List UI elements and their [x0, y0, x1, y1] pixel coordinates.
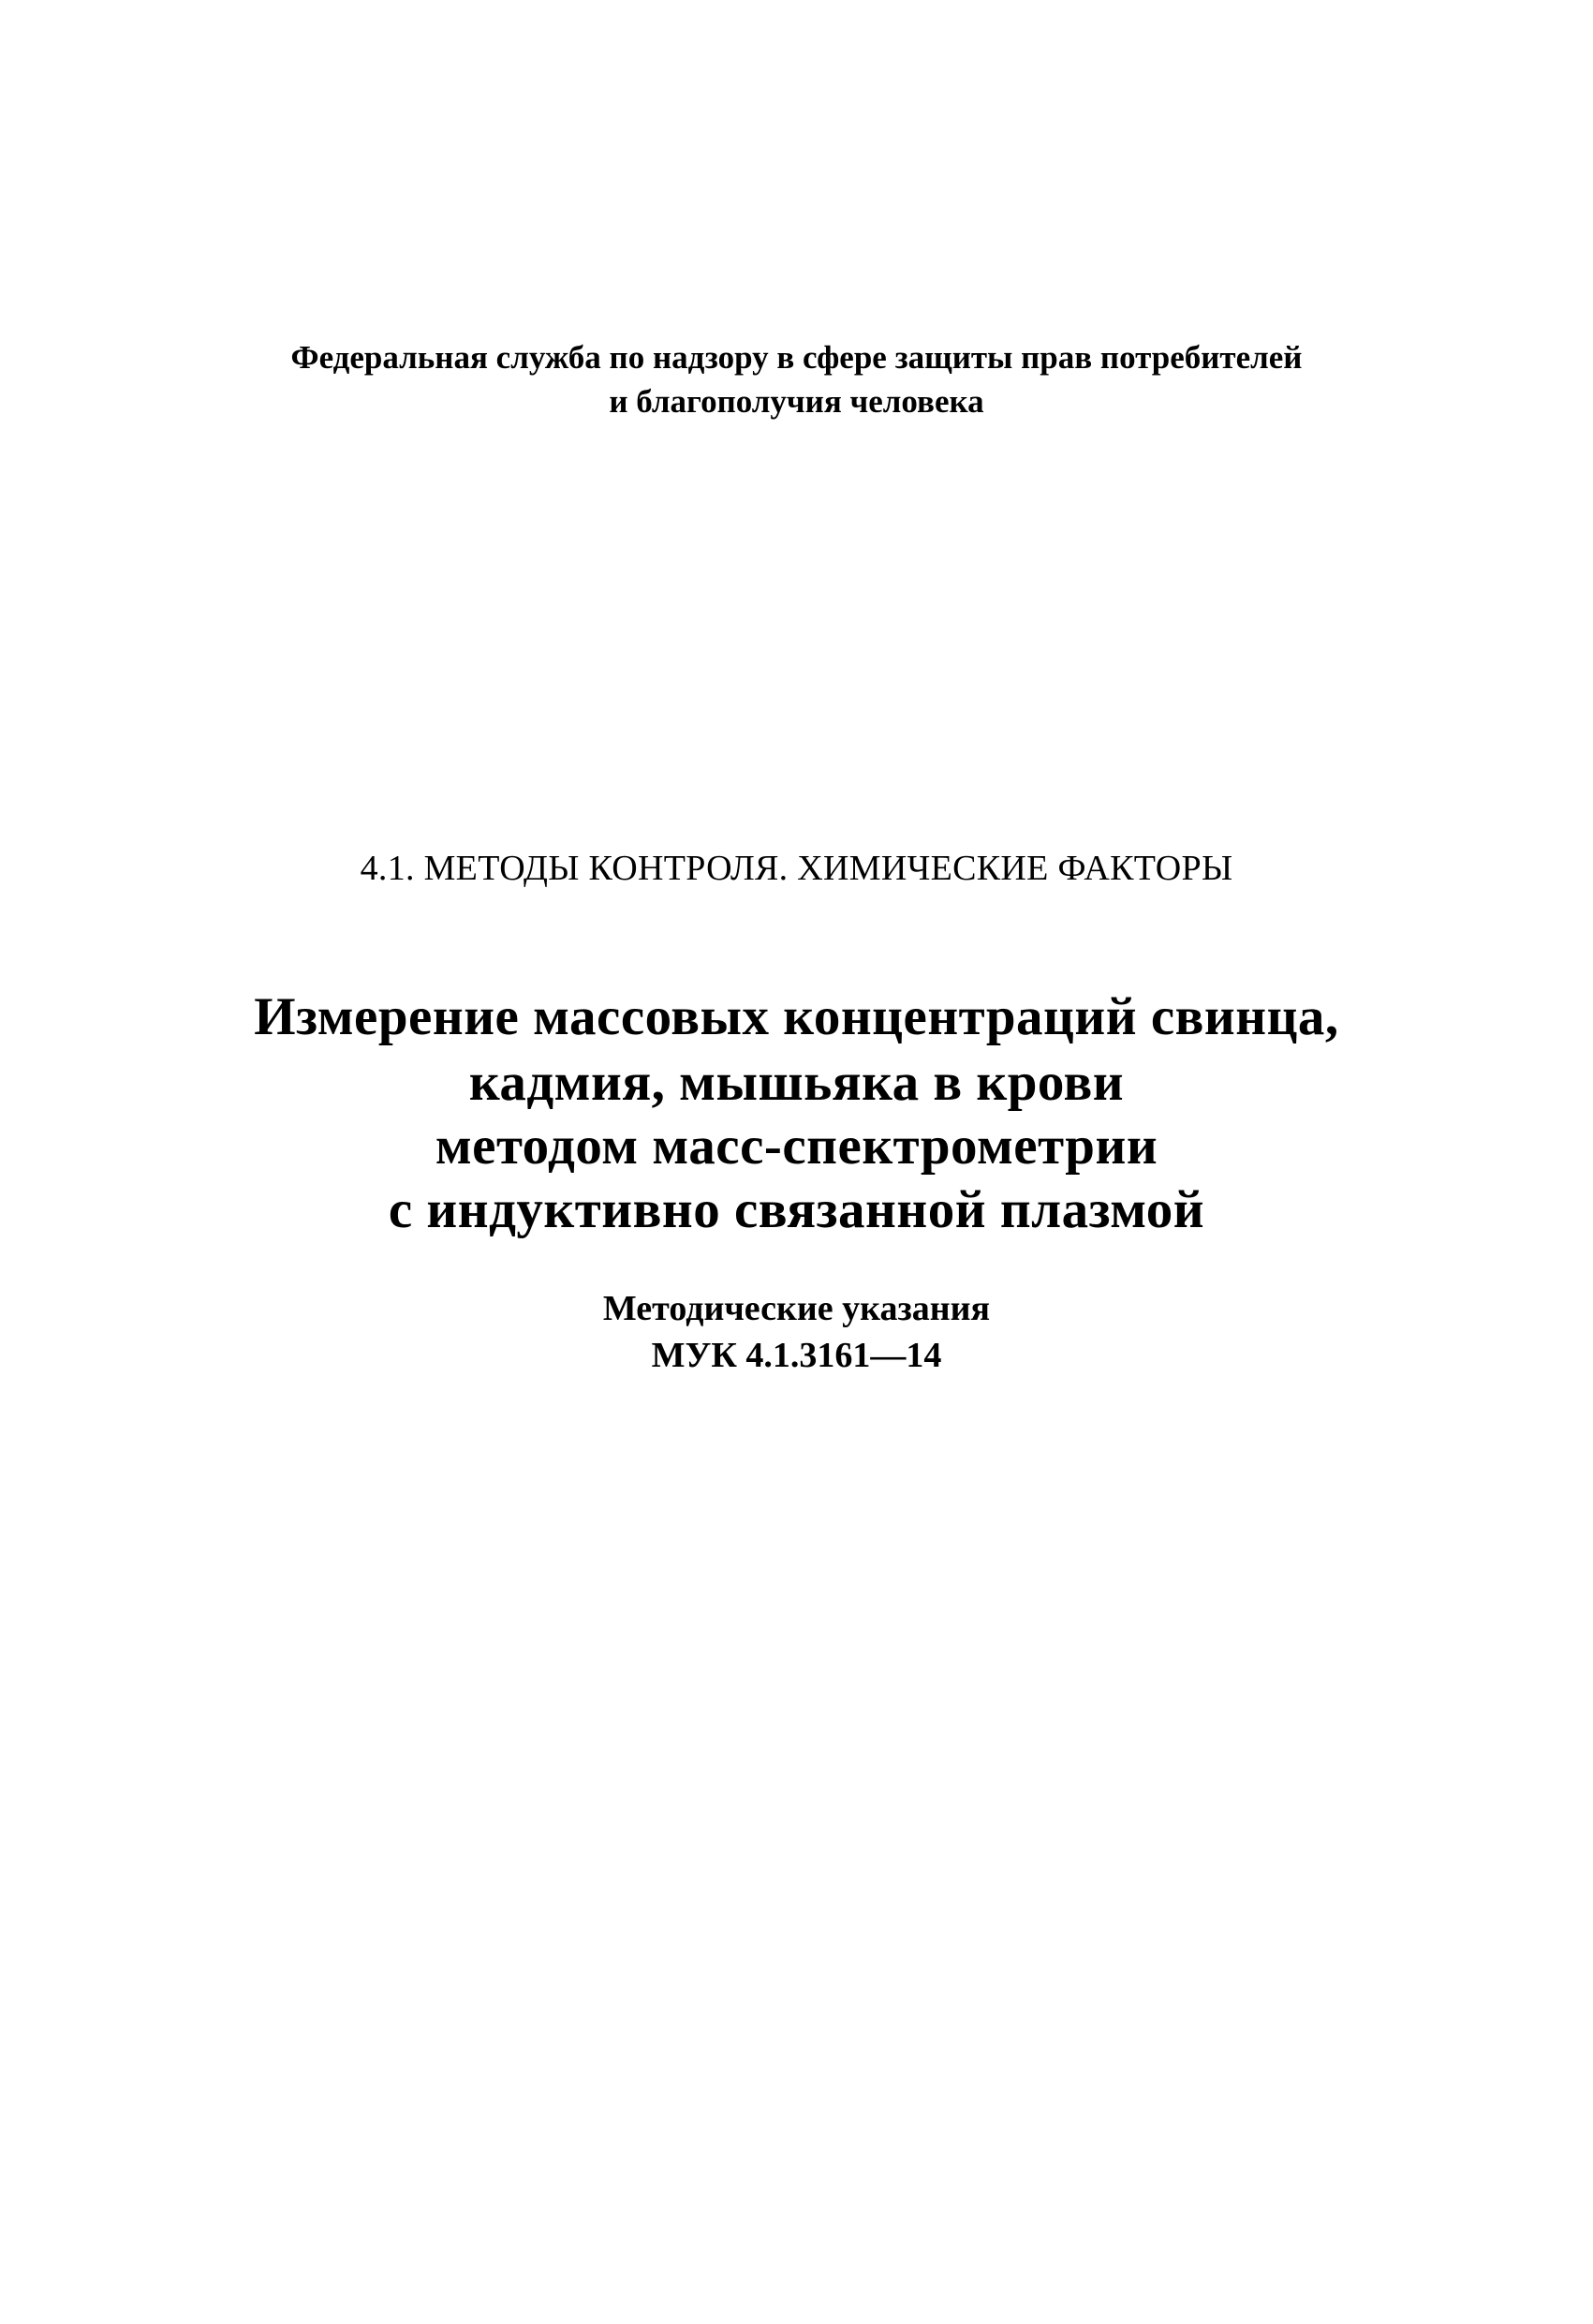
document-title-line-4: с индуктивно связанной плазмой: [388, 1180, 1205, 1239]
agency-name-line-1: Федеральная служба по надзору в сфере защиты прав потребителей: [290, 339, 1303, 376]
document-title-line-1: Измерение массовых концентраций свинца,: [254, 987, 1339, 1046]
document-title-line-2: кадмия, мышьяка в крови: [468, 1053, 1125, 1112]
document-code: МУК 4.1.3161—14: [651, 1336, 942, 1375]
agency-name-line-2: и благополучия человека: [609, 383, 984, 420]
document-title-line-3: методом масс-спектрометрии: [435, 1117, 1158, 1176]
document-type: Методические указания: [602, 1289, 991, 1328]
section-heading: 4.1. МЕТОДЫ КОНТРОЛЯ. ХИМИЧЕСКИЕ ФАКТОРЫ: [360, 849, 1233, 888]
